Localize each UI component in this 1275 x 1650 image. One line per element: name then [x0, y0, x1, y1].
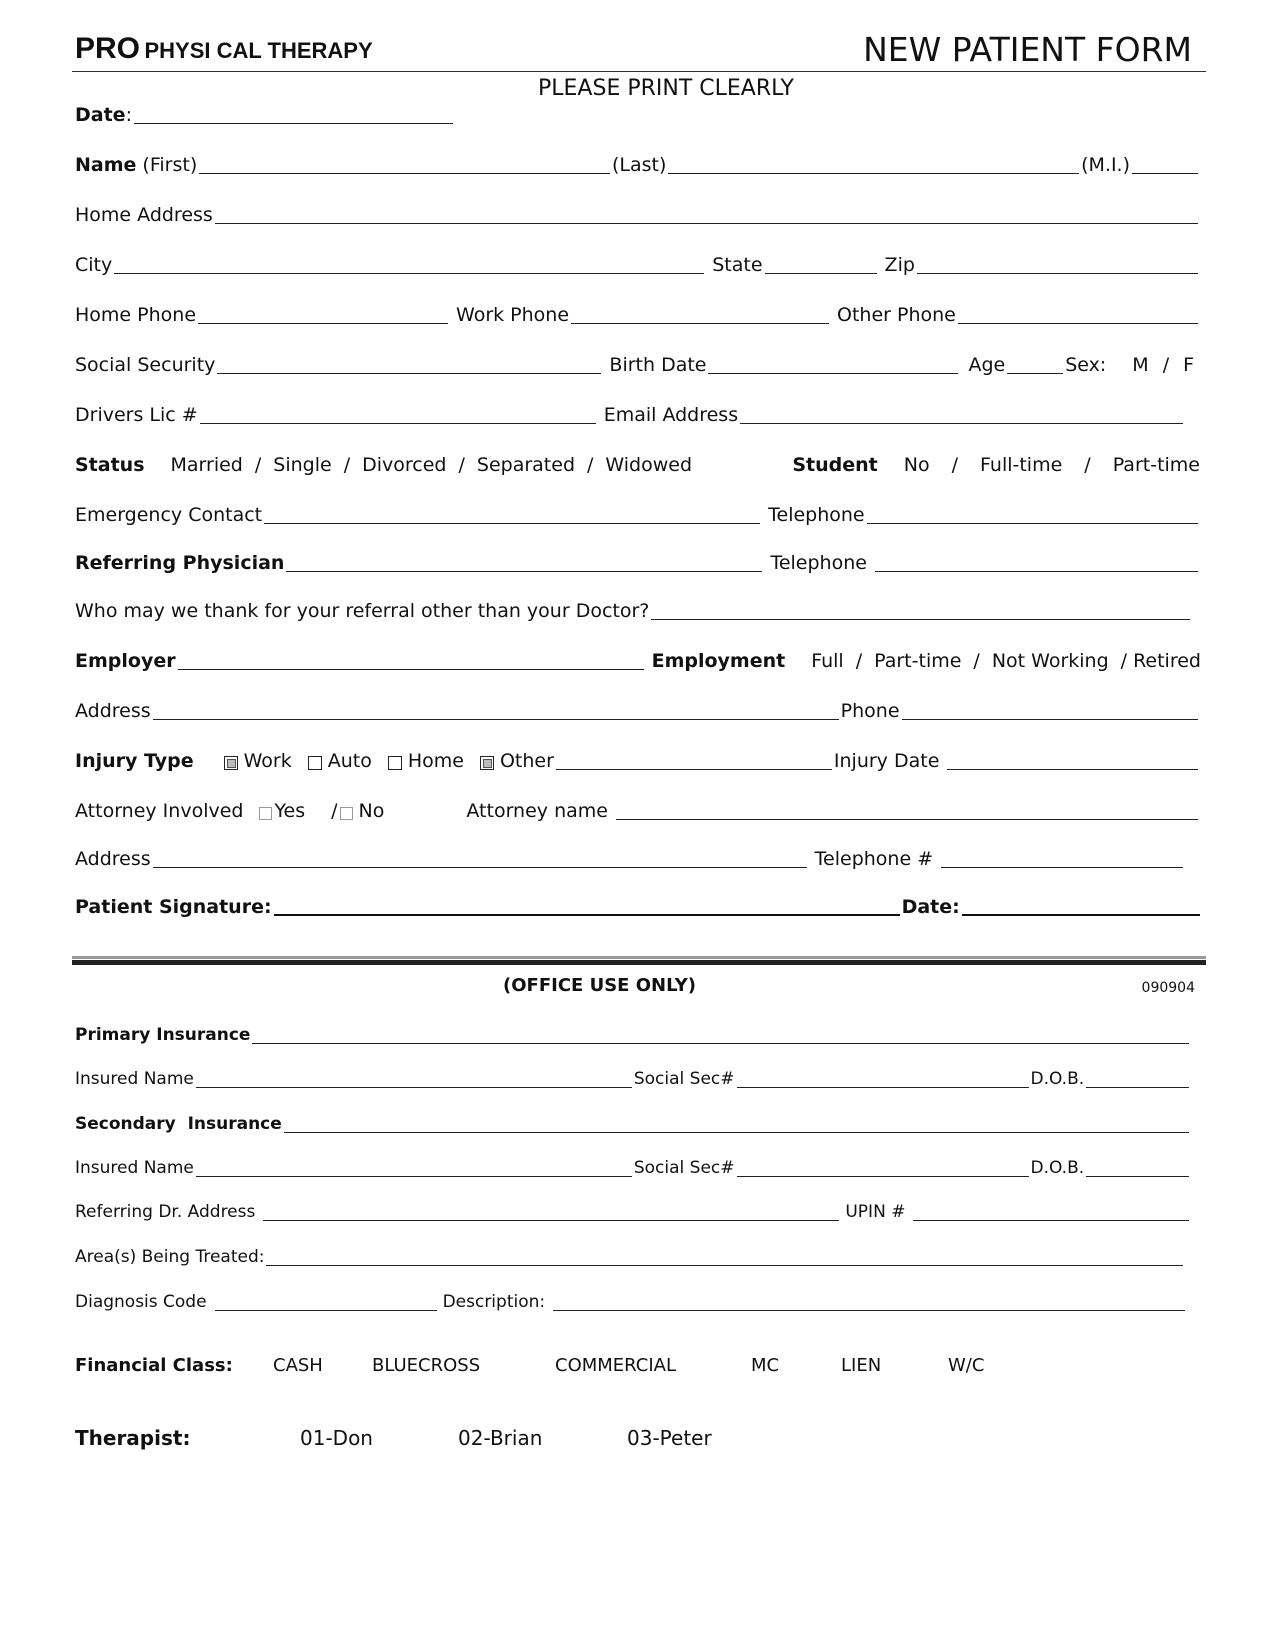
- secondary-insurance-label: Secondary Insurance: [75, 1114, 282, 1134]
- emergency-row: [75, 500, 1200, 528]
- financial-cash[interactable]: CASH: [273, 1355, 323, 1376]
- student-no[interactable]: No: [903, 454, 930, 476]
- areas-row: [75, 1242, 1185, 1270]
- upin-field[interactable]: [913, 1200, 1189, 1221]
- secondary-insurance-field[interactable]: [284, 1112, 1189, 1133]
- social-security-field[interactable]: [217, 353, 601, 374]
- attorney-telephone-label: Telephone #: [814, 848, 934, 870]
- home-address-row: [75, 200, 1200, 228]
- financial-wc[interactable]: W/C: [948, 1355, 985, 1376]
- injury-work-checkbox[interactable]: [224, 756, 238, 770]
- birth-date-field[interactable]: [708, 353, 958, 374]
- financial-commercial[interactable]: COMMERCIAL: [555, 1355, 676, 1376]
- home-address-field[interactable]: [215, 203, 1198, 224]
- injury-home-label: Home: [407, 750, 464, 772]
- home-address-label: Home Address: [75, 204, 213, 226]
- secondary-insured-name-field[interactable]: [196, 1156, 632, 1177]
- attorney-row: Attorney Involved Yes / No Attorney name: [75, 796, 1200, 824]
- phones-row: [75, 300, 1200, 328]
- office-divider-shadow: [72, 956, 1206, 959]
- employer-label: Employer: [75, 650, 176, 672]
- employment-part-time[interactable]: Part-time: [874, 650, 962, 672]
- injury-auto-checkbox[interactable]: [308, 756, 322, 770]
- injury-type-label: Injury Type: [75, 750, 194, 772]
- employer-field[interactable]: [178, 649, 644, 670]
- sex-f-option[interactable]: F: [1183, 354, 1195, 376]
- state-field[interactable]: [765, 253, 877, 274]
- secondary-insured-name-label: Insured Name: [75, 1158, 194, 1178]
- injury-row: [75, 746, 1200, 774]
- areas-label: Area(s) Being Treated:: [75, 1247, 265, 1267]
- brand-rest: PHYSI CAL THERAPY: [144, 38, 373, 63]
- employment-retired[interactable]: Retired: [1133, 650, 1201, 672]
- employment-not-working[interactable]: Not Working: [991, 650, 1109, 672]
- date-row: Date :: [75, 100, 455, 128]
- attorney-no-label: No: [358, 800, 385, 822]
- age-field[interactable]: [1007, 353, 1063, 374]
- city-label: City: [75, 254, 113, 276]
- status-row: Status Married / Single / Divorced / Separated / Widowed Student No / Full-time / Part-time: [75, 454, 1200, 476]
- financial-lien[interactable]: LIEN: [841, 1355, 882, 1376]
- thank-row: [75, 596, 1192, 624]
- injury-date-label: Injury Date: [833, 750, 940, 772]
- status-separated[interactable]: Separated: [476, 454, 575, 476]
- attorney-involved-label: Attorney Involved: [75, 800, 244, 822]
- status-single[interactable]: Single: [273, 454, 332, 476]
- print-clearly-note: PLEASE PRINT CLEARLY: [538, 76, 794, 101]
- description-label: Description:: [442, 1292, 546, 1312]
- name-row: [75, 150, 1200, 178]
- ref-dr-address-field[interactable]: [263, 1200, 839, 1221]
- employment-full[interactable]: Full: [811, 650, 844, 672]
- primary-insurance-field[interactable]: [252, 1023, 1189, 1044]
- injury-work-label: Work: [243, 750, 292, 772]
- therapist-label: Therapist:: [75, 1426, 191, 1450]
- last-label: (Last): [611, 154, 667, 176]
- primary-social-sec-field[interactable]: [737, 1067, 1029, 1088]
- signature-field[interactable]: [274, 894, 900, 916]
- secondary-social-sec-label: Social Sec#: [633, 1158, 735, 1178]
- form-title: NEW PATIENT FORM: [863, 30, 1192, 69]
- injury-home-checkbox[interactable]: [388, 756, 402, 770]
- zip-field[interactable]: [917, 253, 1198, 274]
- description-field[interactable]: [553, 1290, 1185, 1311]
- injury-date-field[interactable]: [947, 749, 1198, 770]
- student-part-time[interactable]: Part-time: [1112, 454, 1200, 476]
- diagnosis-field[interactable]: [215, 1290, 437, 1311]
- email-field[interactable]: [740, 403, 1183, 424]
- primary-dob-label: D.O.B.: [1030, 1069, 1085, 1089]
- sex-m-option[interactable]: M: [1132, 354, 1149, 376]
- drivers-row: [75, 400, 1185, 428]
- work-phone-field[interactable]: [571, 303, 829, 324]
- attorney-yes-label: Yes: [274, 800, 306, 822]
- student-full-time[interactable]: Full-time: [980, 454, 1063, 476]
- status-married[interactable]: Married: [170, 454, 243, 476]
- signature-row: [75, 892, 1202, 920]
- attorney-address-label: Address: [75, 848, 151, 870]
- attorney-telephone-field[interactable]: [941, 847, 1183, 868]
- primary-insurance-label: Primary Insurance: [75, 1025, 251, 1045]
- ref-physician-field[interactable]: [286, 551, 762, 572]
- ref-telephone-field[interactable]: [875, 551, 1198, 572]
- employer-address-field[interactable]: [153, 699, 839, 720]
- office-use-title: (OFFICE USE ONLY): [503, 975, 697, 996]
- financial-class-label: Financial Class:: [75, 1355, 233, 1376]
- secondary-dob-label: D.O.B.: [1030, 1158, 1085, 1178]
- drivers-lic-label: Drivers Lic #: [75, 404, 198, 426]
- form-code: 090904: [1141, 980, 1195, 996]
- first-name-field[interactable]: [199, 153, 610, 174]
- name-label: Name: [75, 154, 137, 176]
- financial-bluecross[interactable]: BLUECROSS: [372, 1355, 481, 1376]
- city-row: [75, 250, 1200, 278]
- employer-address-row: [75, 696, 1200, 724]
- ssn-row: Social Security Birth Date Age Sex: M / F: [75, 354, 1195, 376]
- status-widowed[interactable]: Widowed: [605, 454, 693, 476]
- attorney-no-checkbox[interactable]: [340, 807, 353, 820]
- primary-insurance-row: [75, 1020, 1191, 1048]
- social-security-label: Social Security: [75, 354, 216, 376]
- employer-phone-field[interactable]: [902, 699, 1198, 720]
- primary-social-sec-label: Social Sec#: [633, 1069, 735, 1089]
- employer-address-label: Address: [75, 700, 151, 722]
- brand-logo: [75, 32, 373, 66]
- ref-telephone-label: Telephone: [770, 552, 867, 574]
- emergency-telephone-field[interactable]: [867, 503, 1198, 524]
- primary-dob-field[interactable]: [1086, 1067, 1189, 1088]
- secondary-social-sec-field[interactable]: [737, 1156, 1029, 1177]
- work-phone-label: Work Phone: [456, 304, 570, 326]
- secondary-dob-field[interactable]: [1086, 1156, 1189, 1177]
- date-label: Date: [75, 104, 126, 126]
- header-rule: [72, 71, 1206, 72]
- secondary-insured-row: [75, 1153, 1191, 1181]
- emergency-telephone-label: Telephone: [768, 504, 865, 526]
- employer-phone-label: Phone: [840, 700, 900, 722]
- city-field[interactable]: [114, 253, 704, 274]
- email-label: Email Address: [603, 404, 739, 426]
- secondary-insurance-row: [75, 1109, 1191, 1137]
- injury-other-checkbox[interactable]: [480, 756, 494, 770]
- status-divorced[interactable]: Divorced: [362, 454, 447, 476]
- therapist-brian[interactable]: 02-Brian: [458, 1426, 543, 1450]
- home-phone-label: Home Phone: [75, 304, 197, 326]
- attorney-address-row: [75, 844, 1185, 872]
- sex-label: Sex:: [1065, 354, 1107, 376]
- first-label: (First): [142, 154, 198, 176]
- attorney-name-label: Attorney name: [466, 800, 608, 822]
- signature-date-field[interactable]: [962, 894, 1200, 916]
- brand-bold: PRO: [75, 32, 141, 65]
- signature-date-label: Date:: [901, 896, 960, 918]
- primary-insured-name-label: Insured Name: [75, 1069, 194, 1089]
- employment-label: Employment: [651, 650, 786, 672]
- other-phone-field[interactable]: [958, 303, 1198, 324]
- drivers-lic-field[interactable]: [200, 403, 596, 424]
- mi-label: (M.I.): [1081, 154, 1131, 176]
- age-label: Age: [968, 354, 1006, 376]
- ref-physician-label: Referring Physician: [75, 552, 285, 574]
- mi-field[interactable]: [1132, 153, 1198, 174]
- primary-insured-row: [75, 1064, 1191, 1092]
- signature-label: Patient Signature:: [75, 896, 272, 918]
- thank-field[interactable]: [651, 599, 1190, 620]
- last-name-field[interactable]: [668, 153, 1079, 174]
- ref-physician-row: [75, 548, 1200, 576]
- state-label: State: [712, 254, 763, 276]
- therapist-peter[interactable]: 03-Peter: [627, 1426, 712, 1450]
- birth-date-label: Birth Date: [609, 354, 707, 376]
- emergency-field[interactable]: [264, 503, 760, 524]
- ref-dr-address-row: [75, 1197, 1191, 1225]
- financial-mc[interactable]: MC: [751, 1355, 780, 1376]
- injury-auto-label: Auto: [327, 750, 372, 772]
- office-divider: [72, 960, 1206, 965]
- areas-field[interactable]: [266, 1245, 1183, 1266]
- injury-other-field[interactable]: [556, 749, 832, 770]
- emergency-label: Emergency Contact: [75, 504, 263, 526]
- attorney-address-field[interactable]: [153, 847, 807, 868]
- home-phone-field[interactable]: [198, 303, 448, 324]
- diagnosis-label: Diagnosis Code: [75, 1292, 207, 1312]
- status-label: Status: [75, 454, 145, 476]
- therapist-don[interactable]: 01-Don: [300, 1426, 373, 1450]
- attorney-yes-checkbox[interactable]: [259, 807, 272, 820]
- date-field[interactable]: [134, 103, 453, 124]
- primary-insured-name-field[interactable]: [196, 1067, 632, 1088]
- ref-dr-address-label: Referring Dr. Address: [75, 1202, 256, 1222]
- diagnosis-row: [75, 1287, 1187, 1315]
- employer-row: Employer Employment Full / Part-time / Not Working / Retired: [75, 650, 1201, 672]
- zip-label: Zip: [884, 254, 915, 276]
- injury-other-label: Other: [499, 750, 554, 772]
- upin-label: UPIN #: [845, 1202, 906, 1222]
- student-label: Student: [792, 454, 878, 476]
- attorney-name-field[interactable]: [616, 799, 1198, 820]
- other-phone-label: Other Phone: [837, 304, 956, 326]
- thank-label: Who may we thank for your referral other than your Doctor?: [75, 600, 650, 622]
